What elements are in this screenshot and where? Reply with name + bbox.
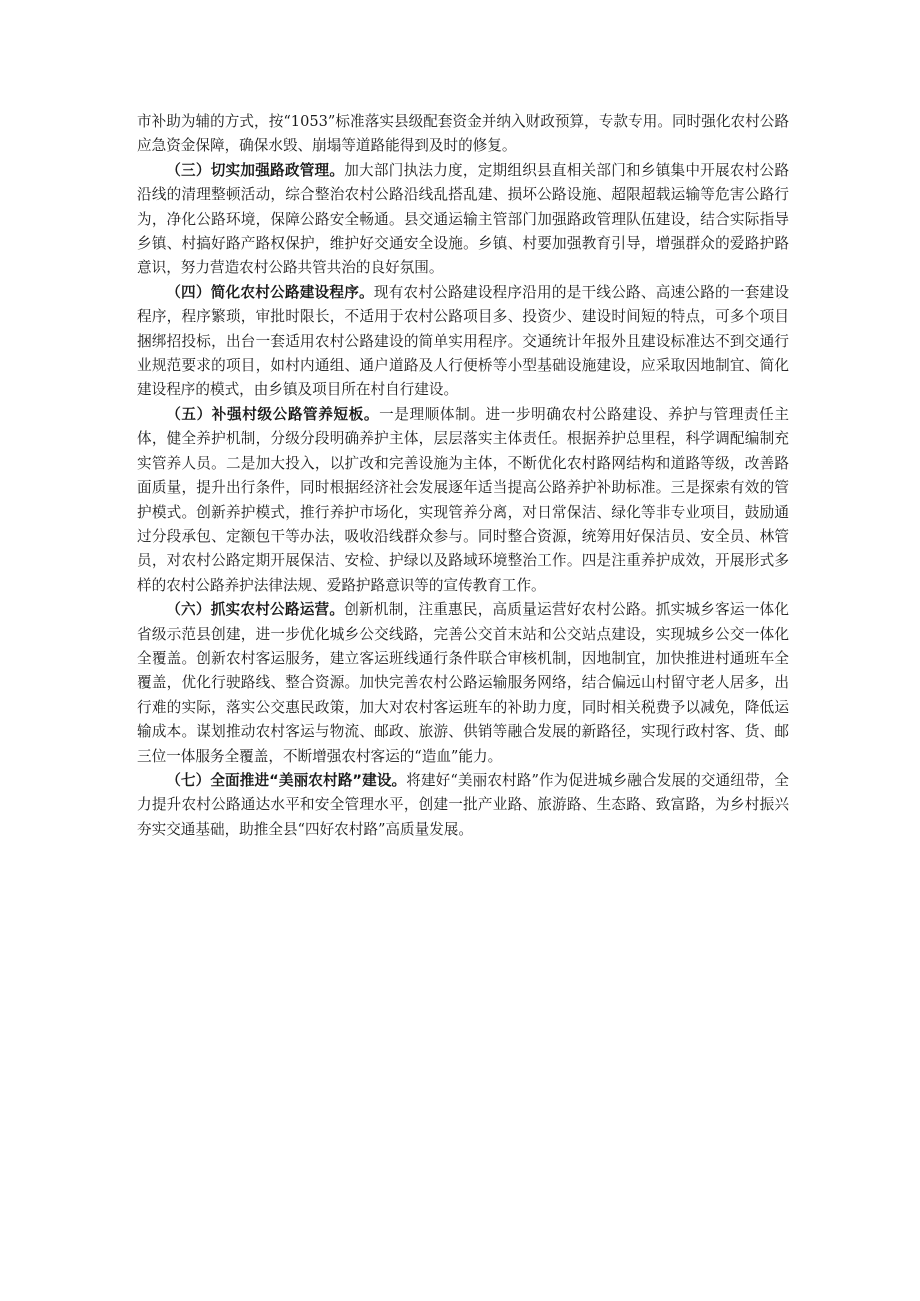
paragraph-text: 创新机制，注重惠民，高质量运营好农村公路。抓实城乡客运一体化省级示范县创建，进一步优化城乡公交线路，完善公交首末站和公交站点建设，实现城乡公交一体化全覆盖。创新农村客运服务，建立客运班线通行条件联合审核机制，因地制宜，加快推进村通班车全覆盖，优化行驶路线、整合资源。加快完善农村公路运输服务网络，结合偏远山村留守老人居多，出行难的实际，落实公交惠民政策，加大对农村客运班车的补助力度，同时相关税费予以减免，降低运输成本。谋划推动农村客运与物流、邮政、旅游、供销等融合发展的新路径，实现行政村客、货、邮三位一体服务全覆盖，不断增强农村客运的“造血”能力。 [137,601,789,765]
paragraph-1 [137,110,789,159]
paragraph-operation [137,598,789,769]
paragraph-text: 市补助为辅的方式，按“1053”标准落实县级配套资金并纳入财政预算，专款专用。同时强化农村公路应急资金保障，确保水毁、崩塌等道路能得到及时的修复。 [137,113,789,155]
paragraph-construction-procedure [137,281,789,403]
paragraph-text: 加大部门执法力度，定期组织县直相关部门和乡镇集中开展农村公路沿线的清理整顿活动，综合整治农村公路沿线乱搭乱建、损坏公路设施、超限超载运输等危害公路行为，净化公路环境，保障公路安全畅通。县交通运输主管部门加强路政管理队伍建设，结合实际指导乡镇、村搞好路产路权保护，维护好交通安全设施。乡镇、村要加强教育引导，增强群众的爱路护路意识，努力营造农村公路共管共治的良好氛围。 [137,161,789,277]
paragraph-text: 将建好“美丽农村路”作为促进城乡融合发展的交通纽带，全力提升农村公路通达水平和安全管理水平，创建一批产业路、旅游路、生态路、致富路，为乡村振兴夯实交通基础，助推全县“四好农村路”高质量发展。 [137,771,789,838]
paragraph-heading: （六）抓实农村公路运营。 [166,601,345,619]
paragraph-heading: （七）全面推进“美丽农村路”建设。 [166,771,407,789]
paragraph-heading: （三）切实加强路政管理。 [166,161,345,179]
paragraph-heading: （五）补强村级公路管养短板。 [166,405,380,423]
paragraph-text: 一是理顺体制。进一步明确农村公路建设、养护与管理责任主体，健全养护机制，分级分段明确养护主体，层层落实主体责任。根据养护总里程，科学调配编制充实管养人员。二是加大投入，以扩改和完善设施为主体，不断优化农村路网结构和道路等级，改善路面质量，提升出行条件，同时根据经济社会发展逐年适当提高公路养护补助标准。三是探索有效的管护模式。创新养护模式，推行养护市场化，实现管养分离，对日常保洁、绿化等非专业项目，鼓励通过分段承包、定额包干等办法，吸收沿线群众参与。同时整合资源，统筹用好保洁员、安全员、林管员，对农村公路定期开展保洁、安检、护绿以及路域环境整治工作。四是注重养护成效，开展形式多样的农村公路养护法律法规、爱路护路意识等的宣传教育工作。 [137,405,789,594]
paragraph-heading: （四）简化农村公路建设程序。 [166,283,374,301]
paragraph-road-administration [137,159,789,281]
paragraph-village-maintenance [137,403,789,598]
paragraph-beautiful-roads [137,769,789,842]
paragraph-text: 现有农村公路建设程序沿用的是干线公路、高速公路的一套建设程序，程序繁琐，审批时限长，不适用于农村公路项目多、投资少、建设时间短的特点，可多个项目捆绑招投标，出台一套适用农村公路建设的简单实用程序。交通统计年报外且建设标准达不到交通行业规范要求的项目，如村内通组、通户道路及人行便桥等小型基础设施建设，应采取因地制宜、简化建设程序的模式，由乡镇及项目所在村自行建设。 [137,283,789,399]
document-body [137,110,789,842]
